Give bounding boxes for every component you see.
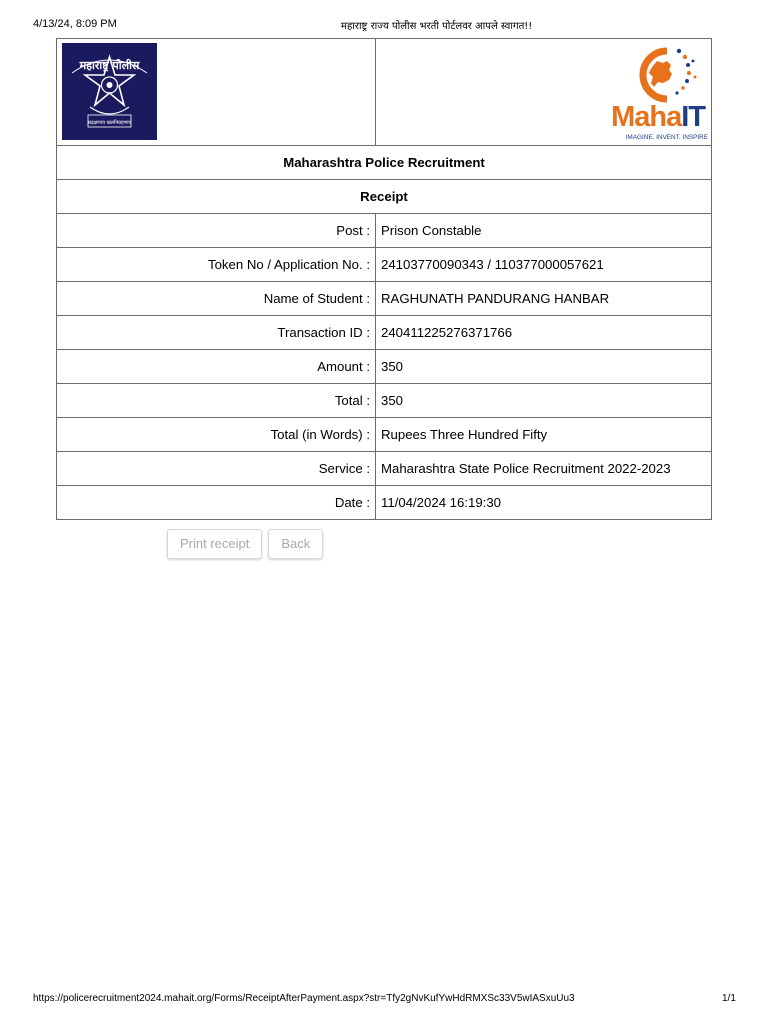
heading-row (57, 146, 712, 180)
back-button[interactable]: Back (268, 529, 323, 559)
logo-row (57, 39, 712, 146)
table-row (57, 452, 712, 486)
row-label: Amount : (57, 350, 376, 384)
table-row (57, 384, 712, 418)
row-value: Prison Constable (376, 214, 712, 248)
table-row (57, 350, 712, 384)
print-footer-url: https://policerecruitment2024.mahait.org/Forms/ReceiptAfterPayment.aspx?str=Tfy2gNvKufYwHdRMXSc33V5wIASxuUu3 (33, 993, 575, 1004)
print-receipt-button[interactable]: Print receipt (167, 529, 262, 559)
row-value: 24103770090343 / 110377000057621 (376, 248, 712, 282)
table-row (57, 316, 712, 350)
row-value: 350 (376, 384, 712, 418)
row-label: Name of Student : (57, 282, 376, 316)
row-value: 350 (376, 350, 712, 384)
row-value: RAGHUNATH PANDURANG HANBAR (376, 282, 712, 316)
print-page-title: महाराष्ट्र राज्य पोलीस भरती पोर्टलवर आपले स्वागत!! (341, 21, 533, 32)
row-label: Service : (57, 452, 376, 486)
receipt-table (56, 38, 712, 520)
table-row (57, 248, 712, 282)
table-row (57, 282, 712, 316)
row-label: Total : (57, 384, 376, 418)
receipt-subheading: Receipt (57, 180, 712, 214)
table-row (57, 418, 712, 452)
row-label: Token No / Application No. : (57, 248, 376, 282)
print-page-number: 1/1 (722, 993, 736, 1004)
row-value: 11/04/2024 16:19:30 (376, 486, 712, 520)
row-label: Total (in Words) : (57, 418, 376, 452)
police-logo-text-bottom: सद्रक्षणाय खलनिग्रहणाय (87, 120, 132, 126)
mahait-logo-cell (376, 39, 712, 146)
maharashtra-police-logo (62, 43, 157, 140)
police-logo-text-top: महाराष्ट्र पोलीस (79, 59, 140, 72)
table-row (57, 214, 712, 248)
print-header (0, 18, 768, 32)
row-value: Maharashtra State Police Recruitment 2022-2023 (376, 452, 712, 486)
row-value: 240411225276371766 (376, 316, 712, 350)
row-value: Rupees Three Hundred Fifty (376, 418, 712, 452)
row-label: Transaction ID : (57, 316, 376, 350)
row-label: Date : (57, 486, 376, 520)
row-label: Post : (57, 214, 376, 248)
print-datetime: 4/13/24, 8:09 PM (33, 18, 117, 30)
police-logo-cell (57, 39, 376, 146)
mahait-tagline: IMAGINE. INVENT. INSPIRE (625, 134, 708, 141)
receipt-actions (167, 529, 329, 559)
subheading-row (57, 180, 712, 214)
mahait-wordmark: MahaIT (611, 101, 705, 133)
table-row (57, 486, 712, 520)
receipt-heading: Maharashtra Police Recruitment (57, 146, 712, 180)
